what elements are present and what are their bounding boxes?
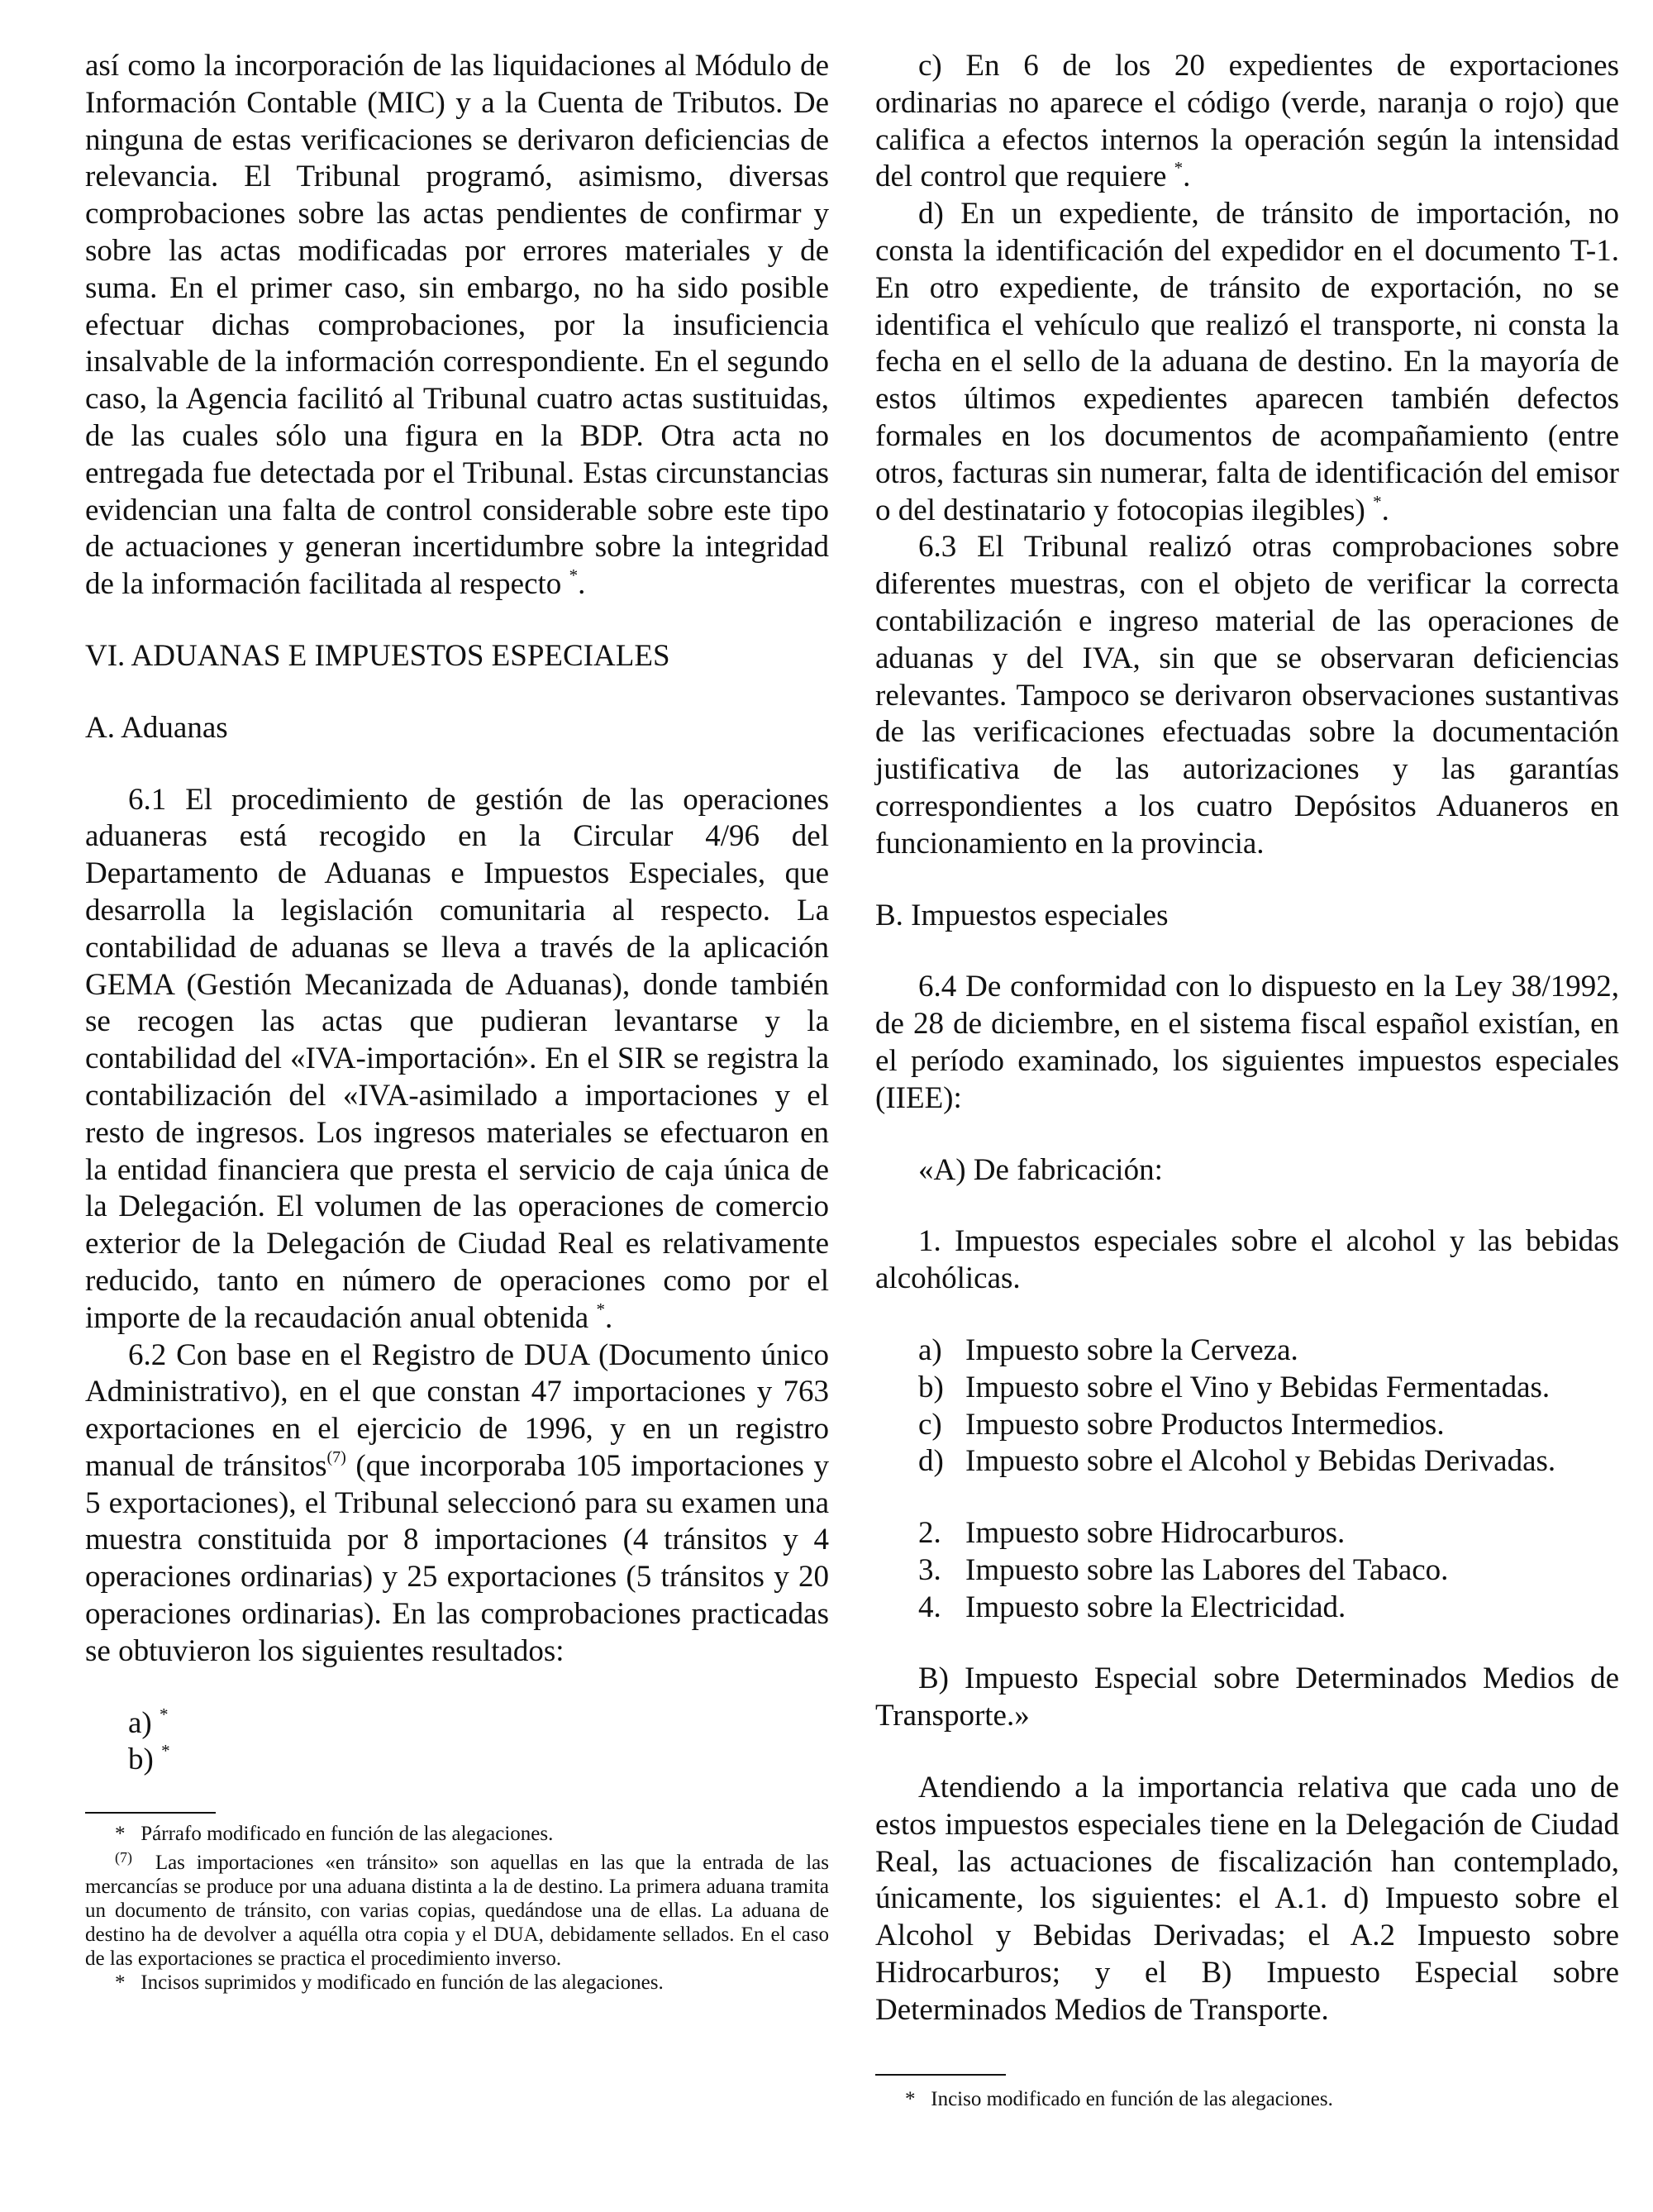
list-item: a) Impuesto sobre la Cerveza. <box>918 1332 1298 1367</box>
paragraph-6-4: 6.4 De conformidad con lo dispuesto en la Ley 38/1992, de 28 de diciembre, en el sistema fiscal español existían, en el período examinado, los siguientes impuestos especiales (IIEE): <box>875 970 1619 1115</box>
footnote-divider <box>875 2074 1006 2076</box>
numbered-items-list <box>875 1515 1619 1626</box>
paragraph-c: c) En 6 de los 20 expedientes de exportaciones ordinarias no aparece el código (verde, naranja o rojo) que califica a efectos internos la operación según la intensidad del control que requiere *. <box>875 49 1619 194</box>
footnote-7: $^{(7)}$ Las importaciones «en tránsito» son aquellas en las que la entrada de las mercancías se produce por una aduana distinta a la de destino. La primera aduana tramita un documento de tránsito, con varias copias, quedándose una de ellas. La aduana de destino ha de devolver a aquélla otra copia y el DUA, debidamente sellados. En el caso de las exportaciones se practica el procedimiento inverso. <box>85 1849 829 1971</box>
quote-b: B) Impuesto Especial sobre Determinados Medios de Transporte.» <box>875 1661 1619 1733</box>
paragraph-intro: así como la incorporación de las liquidaciones al Módulo de Información Contable (MIC) y a la Cuenta de Tributos. De ninguna de estas verificaciones se derivaron deficiencias de relevancia. El Tribunal programó, asimismo, diversas comprobaciones sobre las actas pendientes de confirmar y sobre las actas modificadas por errores materiales y de suma. En el primer caso, sin embargo, no ha sido posible efectuar dichas comprobaciones, por la insuficiencia insalvable de la información correspondiente. En el segundo caso, la Agencia facilitó al Tribunal cuatro actas sustituidas, de las cuales sólo una figura en la BDP. Otra acta no entregada fue detectada por el Tribunal. Estas circunstancias evidencian una falta de control considerable sobre este tipo de actuaciones y generan incertidumbre sobre la integridad de la información facilitada al respecto *. <box>85 49 829 602</box>
list-item: c) Impuesto sobre Productos Intermedios. <box>918 1407 1445 1442</box>
paragraph-6-2: 6.2 Con base en el Registro de DUA (Documento único Administrativo), en el que constan 47 importaciones y 763 exportaciones en el ejercicio de 1996, y en un registro manual de tránsitos$^{(7)}$ (que incorporaba 105 importaciones y 5 exportaciones), el Tribunal seleccionó para su examen una muestra constituida por 8 importaciones (4 tránsitos y 4 operaciones ordinarias) y 25 exportaciones (5 tránsitos y 20 operaciones ordinarias). En las comprobaciones practicadas se obtuvieron los siguientes resultados: <box>85 1337 829 1668</box>
left-column <box>85 48 829 1995</box>
list-item-b: b) * <box>128 1741 170 1777</box>
footnote-star: * <box>569 565 579 586</box>
footnote-1: * Párrafo modificado en función de las alegaciones. <box>115 1823 554 1846</box>
list-item: 3. Impuesto sobre las Labores del Tabaco. <box>918 1552 1449 1587</box>
paragraph-final: Atendiendo a la importancia relativa que cada uno de estos impuestos especiales tiene en la Delegación de Ciudad Real, las actuaciones de fiscalización han contemplado, únicamente, los siguientes: el A.1. d) Impuesto sobre el Alcohol y Bebidas Derivadas; el A.2 Impuesto sobre Hidrocarburos; y el B) Impuesto Especial sobre Determinados Medios de Transporte. <box>875 1771 1619 2027</box>
list-item: 2. Impuesto sobre Hidrocarburos. <box>918 1516 1346 1551</box>
list-item: d) Impuesto sobre el Alcohol y Bebidas Derivadas. <box>918 1444 1556 1479</box>
footnotes-right <box>875 2087 1619 2111</box>
section-heading: VI. ADUANAS E IMPUESTOS ESPECIALES <box>85 638 670 673</box>
subsection-heading-impuestos: B. Impuestos especiales <box>875 898 1169 932</box>
right-column <box>875 48 1619 2111</box>
footnote-3: * Incisos suprimidos y modificado en función de las alegaciones. <box>115 1971 664 1995</box>
results-list <box>85 1705 829 1780</box>
footnote-ref-7: (7) <box>326 1447 346 1466</box>
paragraph-6-1: 6.1 El procedimiento de gestión de las operaciones aduaneras está recogido en la Circular 4/96 del Departamento de Aduanas e Impuestos Especiales, que desarrolla la legislación comunitaria al respecto. La contabilidad de aduanas se lleva a través de la aplicación GEMA (Gestión Mecanizada de Aduanas), donde también se recogen las actas que pudieran levantarse y la contabilidad del «IVA-importación». En el SIR se registra la contabilización del «IVA-asimilado a importaciones y el resto de ingresos. Los ingresos materiales se efectuaron en la entidad financiera que presta el servicio de caja única de la Delegación. El volumen de las operaciones de comercio exterior de la Delegación de Ciudad Real es relativamente reducido, tanto en número de operaciones como por el importe de la recaudación anual obtenida *. <box>85 782 829 1335</box>
sub-items-list <box>875 1332 1619 1480</box>
list-item: b) Impuesto sobre el Vino y Bebidas Fermentadas. <box>918 1370 1551 1404</box>
paragraph-d: d) En un expediente, de tránsito de importación, no consta la identificación del expedidor en el documento T-1. En otro expediente, de tránsito de exportación, no se identifica el vehículo que realizó el transporte, ni consta la fecha en el sello de la aduana de destino. En la mayoría de estos últimos expedientes aparecen también defectos formales en los documentos de acompañamiento (entre otros, facturas sin numerar, falta de identificación del emisor o del destinatario y fotocopias ilegibles) *. <box>875 197 1619 527</box>
footnote-star: * <box>596 1299 605 1319</box>
quote-a-heading: «A) De fabricación: <box>918 1152 1163 1187</box>
quote-item-1: 1. Impuestos especiales sobre el alcohol y las bebidas alcohólicas. <box>875 1224 1619 1296</box>
paragraph-6-3: 6.3 El Tribunal realizó otras comprobaciones sobre diferentes muestras, con el objeto de verificar la correcta contabilización e ingreso material de las operaciones de aduanas y del IVA, sin que se observaran deficiencias relevantes. Tampoco se derivaron observaciones sustantivas de las verificaciones efectuadas sobre la documentación justificativa de las autorizaciones y las garantías correspondientes a los cuatro Depósitos Aduaneros en funcionamiento en la provincia. <box>875 530 1619 860</box>
footnote-divider <box>85 1812 216 1814</box>
list-item: 4. Impuesto sobre la Electricidad. <box>918 1590 1346 1624</box>
footnotes-left <box>85 1822 829 1995</box>
subsection-heading-aduanas: A. Aduanas <box>85 710 228 745</box>
list-item-a: a) * <box>128 1704 169 1740</box>
footnote-right: * Inciso modificado en función de las alegaciones. <box>905 2087 1333 2110</box>
